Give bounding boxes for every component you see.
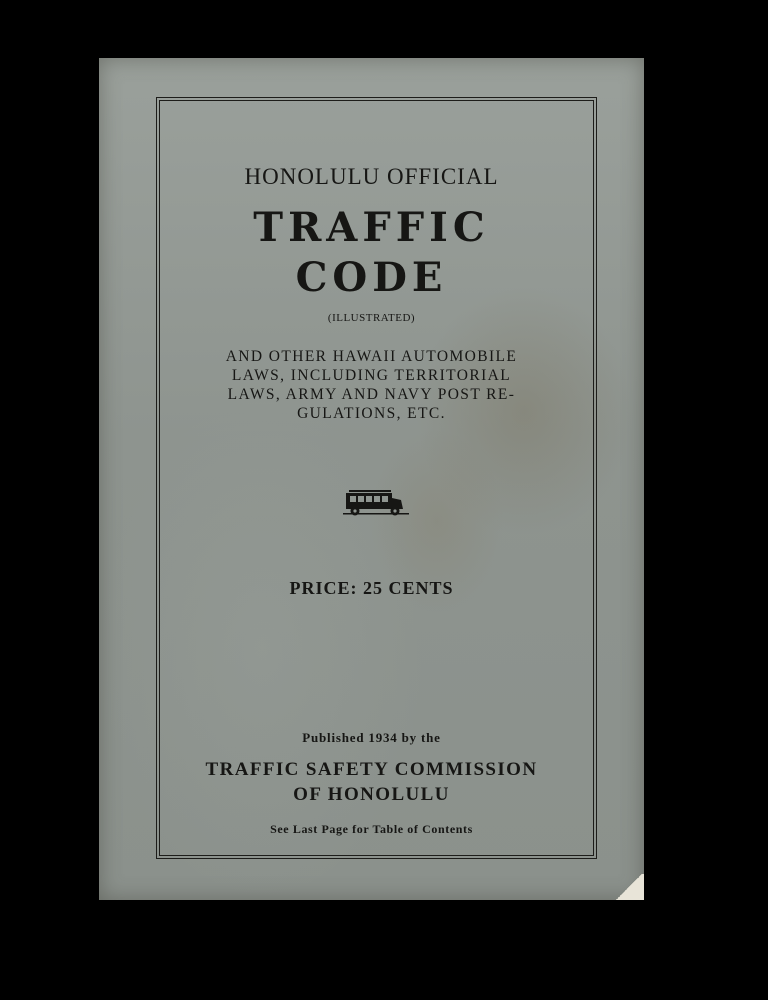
description-line-1: AND OTHER HAWAII AUTOMOBILE [225, 348, 518, 365]
contents-note: See Last Page for Table of Contents [270, 822, 473, 836]
subtitle: (ILLUSTRATED) [327, 312, 416, 324]
description-line-4: GULATIONS, ETC. [297, 405, 446, 422]
description-line-3: LAWS, ARMY AND NAVY POST RE- [227, 386, 516, 403]
bus-icon [343, 489, 409, 519]
description-line-2: LAWS, INCLUDING TERRITORIAL [231, 367, 512, 384]
title-line-1: TRAFFIC [253, 204, 490, 251]
cover-content [99, 58, 644, 900]
publisher-line-2: OF HONOLULU [293, 784, 450, 805]
published-line: Published 1934 by the [302, 730, 441, 745]
publisher-line-1: TRAFFIC SAFETY COMMISSION [205, 759, 538, 780]
title-line-2: CODE [295, 254, 448, 301]
pre-title: HONOLULU OFFICIAL [244, 164, 499, 189]
price-label: PRICE: 25 CENTS [289, 578, 454, 598]
booklet-cover [99, 58, 644, 900]
